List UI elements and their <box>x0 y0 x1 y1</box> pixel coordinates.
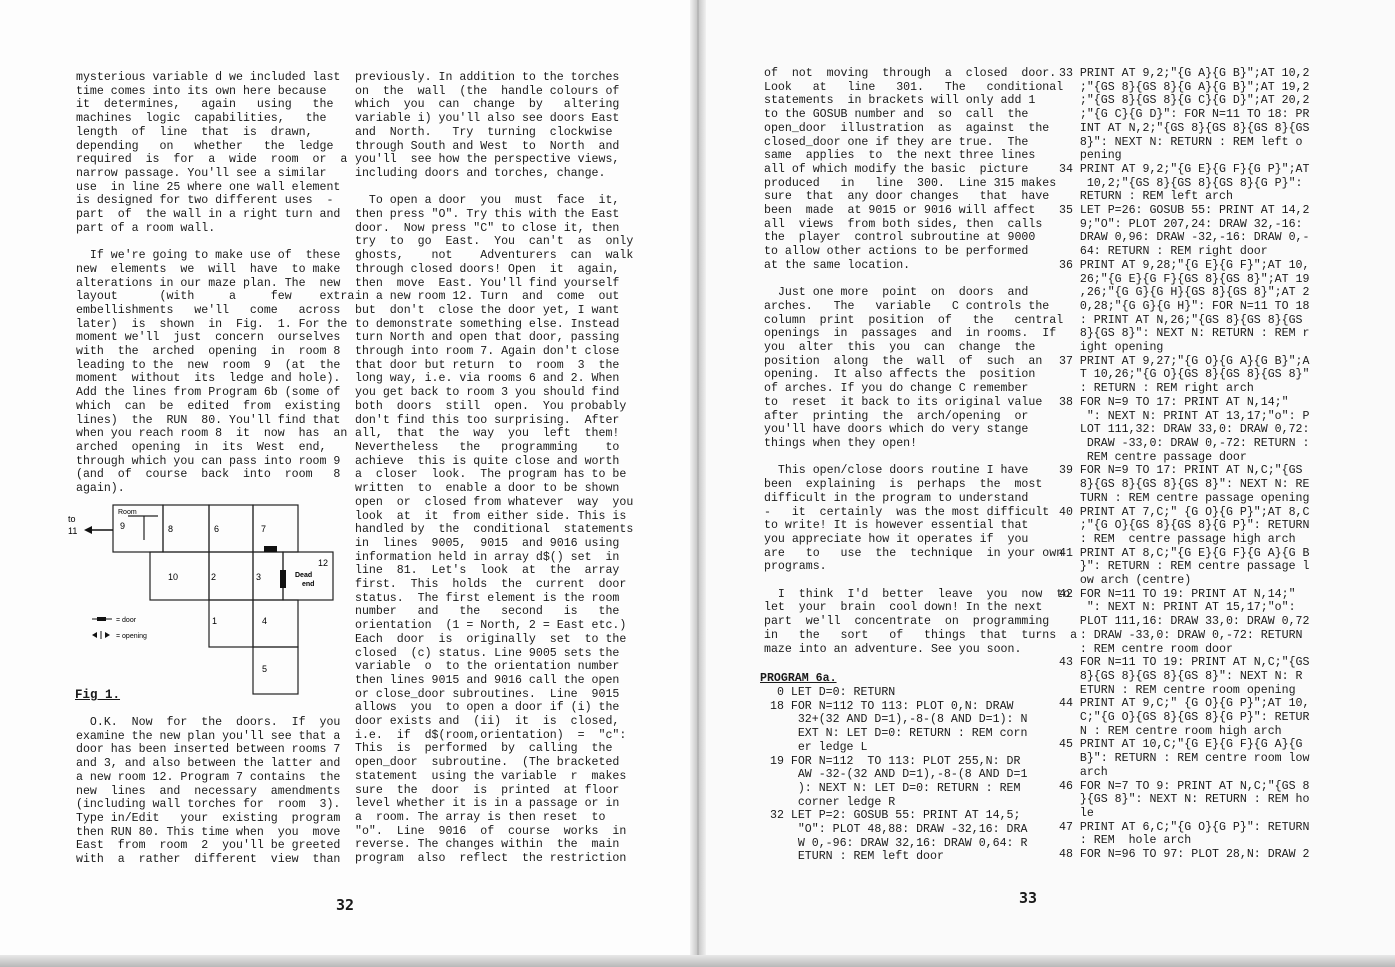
room-number-7: 7 <box>261 524 267 534</box>
room-number-6: 6 <box>214 524 220 534</box>
dead-end-label-2: end <box>302 581 315 588</box>
page-bottom-edge <box>0 955 1395 967</box>
room-number-3: 3 <box>256 572 262 582</box>
room-5-box <box>253 647 298 694</box>
legend-opening: = opening <box>116 633 147 640</box>
maze-plan-diagram <box>68 502 338 697</box>
left-column-2: previously. In addition to the torches on the wall (the handle colours of which you can change by altering variable i) you'll also see doors East and North. Try turning clockwise through South and West to North and you'll see how the perspective views, including doors and torches, change. To open a door you must face it, then press "O". Try this with the East door. Now press "C" to close it, then try to go East. You can't as only ghosts, not Adventurers can walk through closed doors! Open it again, then move East. You'll find yourself in a new room 12. Turn and come out but don't close the door yet, I want to demonstrate something else. Instead turn North and open that door, passing through into room 7. Again don't close that door but return to room 3 the long way, i.e. via rooms 6 and 2. When you get back to room 3 you should find both doors still open. You probably don't find this too surprising. After all, that the way you left them! Nevertheless the programming to achieve this is quite close and worth a closer look. The program has to be written to enable a door to be shown open or closed from whatever way you look at it from either side. This is handled by the conditional statements in lines 9005, 9015 and 9016 using information held in array d$() set in line 81. Let's look at the array first. This holds the current door status. The first element is the room number and the second is the orientation (1 = North, 2 = East etc.) Each door is originally set to the closed (c) status. Line 9005 sets the variable o to the orientation number then lines 9015 and 9016 call the open or close_door subroutines. Line 9015 allows you to open a door if (i) the door exists and (ii) it is closed, i.e. if d$(room,orientation) = "c": This is performed by calling the open_door subroutine. (The bracketed statement using the variable r makes sure the door is printed at floor level whether it is in a passage or in a room. The array is then reset to "o". Line 9016 of course works in reverse. The changes within the main program also reflect the restriction <box>355 71 634 866</box>
dead-end-label-1: Dead <box>295 572 313 579</box>
room-10-box <box>150 552 209 600</box>
room-number-2: 2 <box>211 572 217 582</box>
figure-caption: Fig 1. <box>75 688 121 702</box>
exit-room: 11 <box>68 526 78 536</box>
legend-door: = door <box>116 617 137 624</box>
left-column-1-bottom: O.K. Now for the doors. If you examine the new plan you'll see that a door has been inserted between rooms 7 and 3, and also between the latter and a new room 12. Program 7 contains the new lines and necessary amendments (including wall torches for room 3). Type in/Edit your existing program then RUN 80. This time when you move East from room 2 you'll be greeted with a rather different view than <box>76 716 341 867</box>
left-column-1-top: mysterious variable d we included last time comes into its own here because it determines, again using the machines logic capabilities, the length of line that is drawn, depending on whether the ledge required is for a wide room or a narrow passage. You'll see a similar use in line 25 where one wall element is designed for two different uses - part of the wall in a right turn and part of a room wall. If we're going to make use of these new elements we will have to make alterations in our maze plan. The new layout (with a few extra embellishments we'll come across later) is shown in Fig. 1. For the moment we'll just concern ourselves with the arched opening in room 8 leading to the new room 9 (at the moment without its ledge and hole). Add the lines from Program 6b (some of which can be edited from existing lines) the RUN 80. You'll find that when you reach room 8 it now has an arched opening in its West end, through which you can pass into room 9 (and of course back into room 8 again). <box>76 71 355 496</box>
room-number-8: 8 <box>168 524 174 534</box>
room-label: Room <box>118 509 137 516</box>
room-number-10: 10 <box>168 572 179 582</box>
left-page <box>0 0 696 967</box>
program-listing-right: 33 PRINT AT 9,2;"{G A}{G B}";AT 10,2 ;"{GS 8}{GS 8}{G A}{G B}";AT 19,2 ;"{GS 8}{GS 8}{G C}{G D}";AT 20,2 ;"{G C}{G D}": FOR N=11 TO 18: PR INT AT N,2;"{GS 8}{GS 8}{GS 8}{GS 8}": NEXT N: RETURN : REM left o pening 34 PRINT AT 9,2;"{G E}{G F}{G P}";AT 10,2;"{GS 8}{GS 8}{GS 8}{G P}": RETURN : REM left arch 35 LET P=26: GOSUB 55: PRINT AT 14,2 9;"O": PLOT 207,24: DRAW 32,-16: DRAW 0,96: DRAW -32,-16: DRAW 0,- 64: RETURN : REM right door 36 PRINT AT 9,28;"{G E}{G F}";AT 10, 26;"{G E}{G F}{GS 8}{GS 8}";AT 19 ,26;"{G G}{G H}{GS 8}{GS 8}";AT 2 0,28;"{G G}{G H}": FOR N=11 TO 18 : PRINT AT N,26;"{GS 8}{GS 8}{GS 8}{GS 8}": NEXT N: RETURN : REM r ight opening 37 PRINT AT 9,27;"{G O}{G A}{G B}";A T 10,26;"{G O}{GS 8}{GS 8}{GS 8}" : RETURN : REM right arch 38 FOR N=9 TO 17: PRINT AT N,14;" ": NEXT N: PRINT AT 13,17;"o": P LOT 111,32: DRAW 33,0: DRAW 0,72: DRAW -33,0: DRAW 0,-72: RETURN : REM centre passage door 39 FOR N=9 TO 17: PRINT AT N,C;"{GS 8}{GS 8}{GS 8}{GS 8}": NEXT N: RE TURN : REM centre passage opening 40 PRINT AT 7,C;" {G O}{G P}";AT 8,C ;"{G O}{GS 8}{GS 8}{G P}": RETURN : REM centre passage high arch 41 PRINT AT 8,C;"{G E}{G F}{G A}{G B }": RETURN : REM centre passage l ow arch (centre) 42 FOR N=11 TO 19: PRINT AT N,14;" ": NEXT N: PRINT AT 15,17;"o": PLOT 111,16: DRAW 33,0: DRAW 0,72 : DRAW -33,0: DRAW 0,-72: RETURN : REM centre room door 43 FOR N=11 TO 19: PRINT AT N,C;"{GS 8}{GS 8}{GS 8}{GS 8}": NEXT N: R ETURN : REM centre room opening 44 PRINT AT 9,C;" {G O}{G P}";AT 10, C;"{G O}{GS 8}{GS 8}{G P}": RETUR N : REM centre room high arch 45 PRINT AT 10,C;"{G E}{G F}{G A}{G B}": RETURN : REM centre room low arch 46 FOR N=7 TO 9: PRINT AT N,C;"{GS 8 }{GS 8}": NEXT N: RETURN : REM ho le 47 PRINT AT 6,C;"{G O}{G P}": RETURN : REM hole arch 48 FOR N=96 TO 97: PLOT 28,N: DRAW 2 <box>1059 67 1310 862</box>
room-7-box <box>253 505 298 552</box>
room-number-12: 12 <box>318 558 329 568</box>
room-number-4: 4 <box>262 616 268 626</box>
maze-plan-figure <box>68 502 338 697</box>
book-gutter <box>690 0 706 967</box>
page-number-right: 33 <box>1019 889 1038 907</box>
exit-label: to <box>68 514 76 524</box>
page-number-left: 32 <box>336 896 355 914</box>
legend-door-icon <box>97 617 106 621</box>
right-column-1: of not moving through a closed door. Look at line 301. The conditional statements in brackets will only add 1 to the GOSUB number and so call the open_door illustration as against the closed_door one if they are true. The same applies to the next three lines all of which modify the basic picture produced in line 300. Line 315 makes sure that any door changes that have been made at 9015 or 9016 will affect all views from both sides, then calls the player control subroutine at 9000 to allow other actions to be performed at the same location. Just one more point on doors and arches. The variable C controls the column print position of the central openings in passages and in rooms. If you alter this you can change the position along the wall of such an opening. It also affects the position of arches. If you do change C remember to reset it back to its original value after printing the arch/opening or you'll have doors which do very stange things when they open! This open/close doors routine I have been explaining is perhaps the most difficult in the program to understand - it certainly was the most difficult to write! It is however essential that you appreciate how it operates if you are to use the technique in your own programs. I think I'd better leave you now to let your brain cool down! In the next part we'll concentrate on programming in the sort of things that turns a maze into an adventure. See you soon. <box>764 67 1078 656</box>
program-listing-left: 0 LET D=0: RETURN 18 FOR N=112 TO 113: PLOT 0,N: DRAW 32+(32 AND D=1),-8-(8 AND D=1): N EXT N: LET D=0: RETURN : REM corn er ledge L 19 FOR N=112 TO 113: PLOT 255,N: DR AW -32-(32 AND D=1),-8-(8 AND D=1 ): NEXT N: LET D=0: RETURN : REM corner ledge R 32 LET P=2: GOSUB 55: PRINT AT 14,5; "O": PLOT 48,88: DRAW -32,16: DRA W 0,-96: DRAW 32,16: DRAW 0,64: R ETURN : REM left door <box>770 686 1028 864</box>
room-number-1: 1 <box>212 616 218 626</box>
room-4-box <box>253 600 298 647</box>
right-page <box>698 0 1395 967</box>
program-heading: PROGRAM 6a. <box>760 672 837 685</box>
room-number-5: 5 <box>262 664 268 674</box>
door-7-3 <box>264 546 277 552</box>
legend-opening-icon <box>92 632 97 638</box>
door-3-12 <box>280 570 286 588</box>
room-number-9: 9 <box>120 521 126 531</box>
